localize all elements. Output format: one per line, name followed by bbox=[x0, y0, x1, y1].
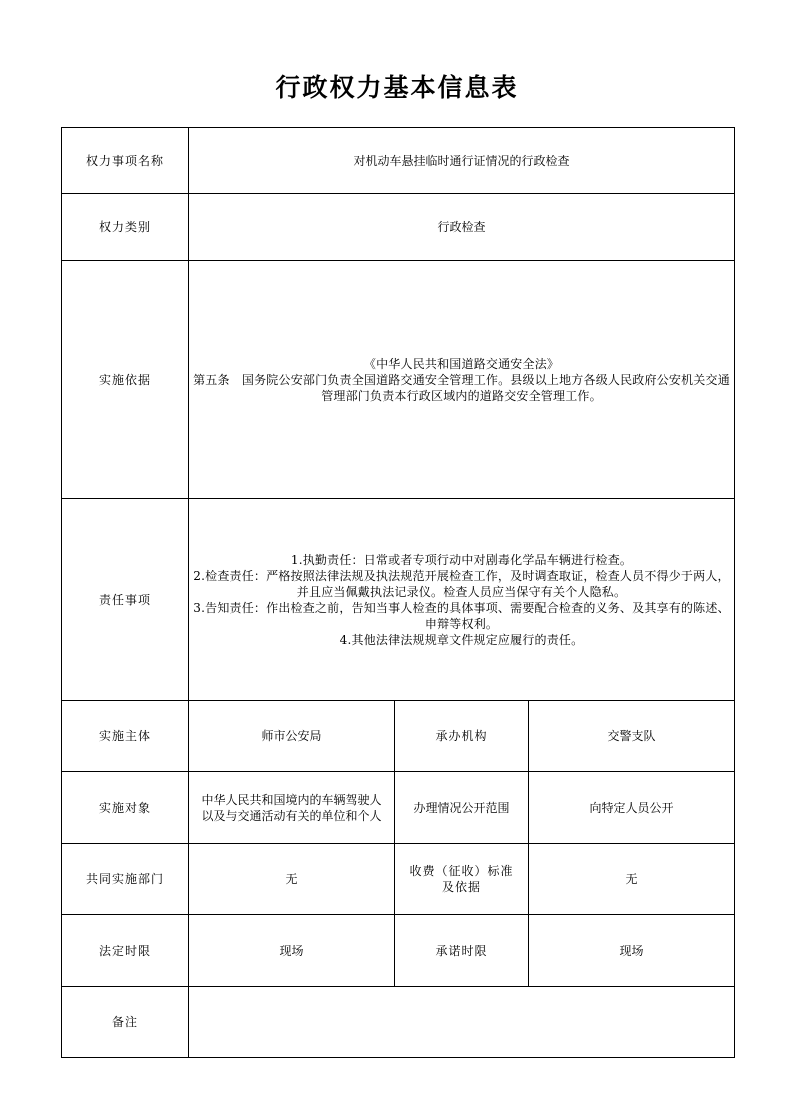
list-item: 4.其他法律法规规章文件规定应履行的责任。 bbox=[339, 632, 584, 647]
table-row bbox=[62, 844, 735, 915]
info-table bbox=[61, 127, 735, 1058]
list-item: 3.告知责任：作出检查之前，告知当事人检查的具体事项、需要配合检查的义务、及其享有的陈述、申辩等权利。 bbox=[193, 600, 730, 631]
legal-deadline-label: 法定时限 bbox=[62, 915, 189, 987]
basis-text: 第五条 国务院公安部门负责全国道路交通安全管理工作。县级以上地方各级人民政府公安机关交通管理部门负责本行政区域内的道路交安全管理工作。 bbox=[193, 372, 730, 403]
basis-law: 《中华人民共和国道路交通安全法》 bbox=[363, 356, 560, 371]
disclosure-value: 向特定人员公开 bbox=[529, 772, 735, 844]
disclosure-label: 办理情况公开范围 bbox=[395, 772, 529, 844]
responsibility-label: 责任事项 bbox=[62, 499, 189, 701]
responsibility-value bbox=[189, 499, 735, 701]
subject-label: 实施主体 bbox=[62, 701, 189, 772]
table-row bbox=[62, 772, 735, 844]
subject-value: 师市公安局 bbox=[189, 701, 395, 772]
object-value: 中华人民共和国境内的车辆驾驶人以及与交通活动有关的单位和个人 bbox=[189, 772, 395, 844]
list-item: 2.检查责任：严格按照法律法规及执法规范开展检查工作，及时调查取证，检查人员不得少于两人，并且应当佩戴执法记录仪。检查人员应当保守有关个人隐私。 bbox=[193, 568, 730, 599]
remark-label: 备注 bbox=[62, 987, 189, 1058]
legal-deadline-value: 现场 bbox=[189, 915, 395, 987]
table-row bbox=[62, 194, 735, 261]
agency-label: 承办机构 bbox=[395, 701, 529, 772]
remark-value bbox=[189, 987, 735, 1058]
promised-deadline-value: 现场 bbox=[529, 915, 735, 987]
power-category-label: 权力类别 bbox=[62, 194, 189, 261]
basis-value bbox=[189, 261, 735, 499]
agency-value: 交警支队 bbox=[529, 701, 735, 772]
table-row bbox=[62, 261, 735, 499]
power-name-value: 对机动车悬挂临时通行证情况的行政检查 bbox=[189, 128, 735, 194]
basis-label: 实施依据 bbox=[62, 261, 189, 499]
table-row bbox=[62, 128, 735, 194]
fee-value: 无 bbox=[529, 844, 735, 915]
joint-dept-value: 无 bbox=[189, 844, 395, 915]
table-row bbox=[62, 499, 735, 701]
power-category-value: 行政检查 bbox=[189, 194, 735, 261]
list-item: 1.执勤责任：日常或者专项行动中对剧毒化学品车辆进行检查。 bbox=[290, 552, 633, 567]
fee-label: 收费（征收）标准及依据 bbox=[395, 844, 529, 915]
table-row bbox=[62, 915, 735, 987]
table-row bbox=[62, 701, 735, 772]
promised-deadline-label: 承诺时限 bbox=[395, 915, 529, 987]
table-row bbox=[62, 987, 735, 1058]
joint-dept-label: 共同实施部门 bbox=[62, 844, 189, 915]
responsibility-list bbox=[193, 552, 730, 648]
power-name-label: 权力事项名称 bbox=[62, 128, 189, 194]
object-label: 实施对象 bbox=[62, 772, 189, 844]
page-title: 行政权力基本信息表 bbox=[275, 73, 519, 102]
